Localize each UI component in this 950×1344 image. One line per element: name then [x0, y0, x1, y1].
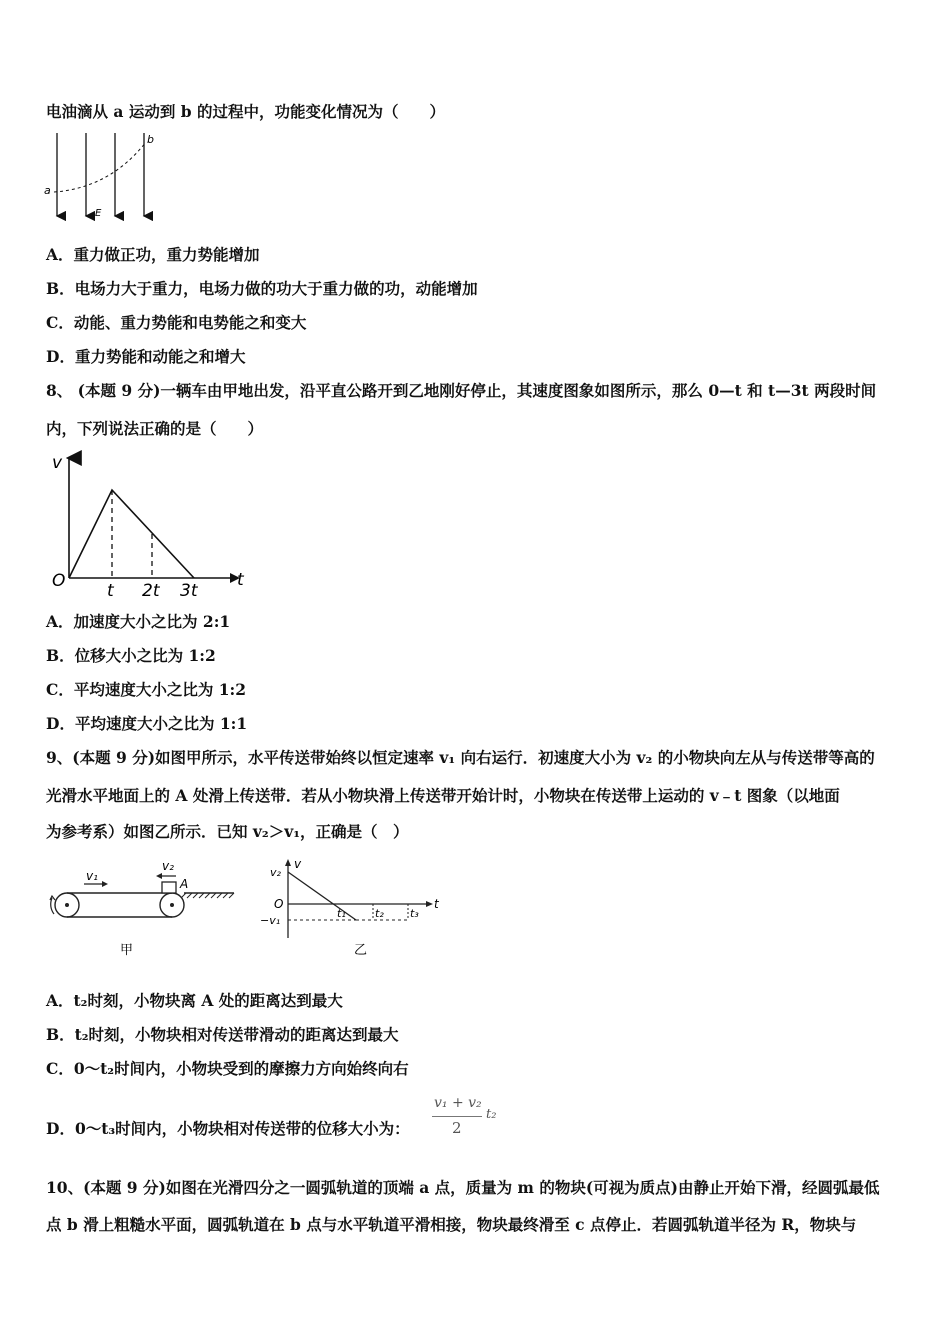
formula-numerator: v₁ + v₂	[434, 1095, 482, 1111]
q8-vt-graph	[44, 448, 254, 601]
yi-origin: O	[274, 897, 284, 911]
velocity-line	[69, 490, 194, 578]
q7-option-d[interactable]: D．重力势能和动能之和增大	[46, 347, 246, 366]
q7-field-figure	[40, 128, 160, 223]
yi-t1: t₁	[337, 907, 346, 920]
q7-option-b[interactable]: B．电场力大于重力，电场力做的功大于重力做的功，动能增加	[46, 279, 478, 298]
yi-t3: t₃	[410, 907, 419, 920]
q9-stem-line2: 光滑水平地面上的 A 处滑上传送带．若从小物块滑上传送带开始计时，小物块在传送带上运动的 v﹣t 图象（以地面	[46, 786, 840, 805]
trajectory	[54, 142, 146, 192]
vt-line	[288, 872, 356, 920]
q8-option-d[interactable]: D．平均速度大小之比为 1:1	[46, 714, 248, 733]
q7-stem: 电油滴从 a 运动到 b 的过程中，功能变化情况为（ ）	[46, 102, 445, 121]
label-b: b	[147, 133, 154, 146]
q8-option-a[interactable]: A．加速度大小之比为 2:1	[46, 612, 231, 631]
q10-stem-line2: 点 b 滑上粗糙水平面，圆弧轨道在 b 点与水平轨道平滑相接，物块最终滑至 c 点停止．若圆弧轨道半径为 R，物块与	[46, 1215, 857, 1234]
yi-neg-v1: −v₁	[260, 914, 281, 927]
q9-figure-jia	[44, 856, 244, 960]
yi-v-axis: v	[294, 857, 302, 871]
q8-option-c[interactable]: C．平均速度大小之比为 1:2	[46, 680, 247, 699]
q9-option-d[interactable]: D．0～t₃时间内，小物块相对传送带的位移大小为：	[46, 1119, 410, 1138]
caption-jia: 甲	[120, 943, 134, 958]
block	[162, 882, 176, 893]
label-v2: v₂	[162, 859, 174, 873]
q7-option-a[interactable]: A．重力做正功，重力势能增加	[46, 245, 260, 264]
yi-t-axis: t	[434, 897, 439, 911]
label-A: A	[180, 877, 189, 891]
q8-stem-line1: 8、 (本题 9 分)一辆车由甲地出发，沿平直公路开到乙地刚好停止，其速度图象如图所示，那么 0—t 和 t—3t 两段时间	[46, 381, 877, 400]
label-v1: v₁	[86, 869, 98, 883]
q7-option-c[interactable]: C．动能、重力势能和电势能之和变大	[46, 313, 307, 332]
axis-t-label: t	[237, 570, 244, 590]
tick-3t: 3t	[180, 581, 198, 601]
q9-figure-yi	[258, 856, 443, 960]
tick-t: t	[107, 581, 114, 601]
field-lines	[57, 133, 144, 216]
axis-v-label: v	[52, 453, 63, 473]
q9-option-a[interactable]: A．t₂时刻，小物块离 A 处的距离达到最大	[46, 991, 343, 1010]
yi-v2: v₂	[270, 866, 281, 879]
origin-label: O	[52, 571, 66, 591]
q9-formula	[430, 1095, 510, 1145]
yi-t2: t₂	[375, 907, 384, 920]
formula-factor: t₂	[486, 1107, 497, 1122]
tick-2t: 2t	[142, 581, 160, 601]
q9-stem-line3: 为参考系）如图乙所示．已知 v₂＞v₁，正确是（ ）	[46, 822, 409, 841]
q9-stem-line1: 9、(本题 9 分)如图甲所示，水平传送带始终以恒定速率 v₁ 向右运行．初速度大小为 v₂ 的小物块向左从与传送带等高的	[46, 748, 875, 767]
q9-option-c[interactable]: C．0～t₂时间内，小物块受到的摩擦力方向始终向右	[46, 1059, 409, 1078]
label-a: a	[44, 184, 51, 197]
label-E: E	[95, 208, 102, 219]
q8-stem-line2: 内，下列说法正确的是（ ）	[46, 419, 264, 438]
q9-option-b[interactable]: B．t₂时刻，小物块相对传送带滑动的距离达到最大	[46, 1025, 399, 1044]
q10-stem-line1: 10、(本题 9 分)如图在光滑四分之一圆弧轨道的顶端 a 点，质量为 m 的物块(可视为质点)由静止开始下滑，经圆弧最低	[46, 1178, 880, 1197]
caption-yi: 乙	[354, 943, 368, 958]
formula-denominator: 2	[452, 1119, 462, 1137]
fraction-bar	[432, 1116, 482, 1117]
q8-option-b[interactable]: B．位移大小之比为 1:2	[46, 646, 216, 665]
